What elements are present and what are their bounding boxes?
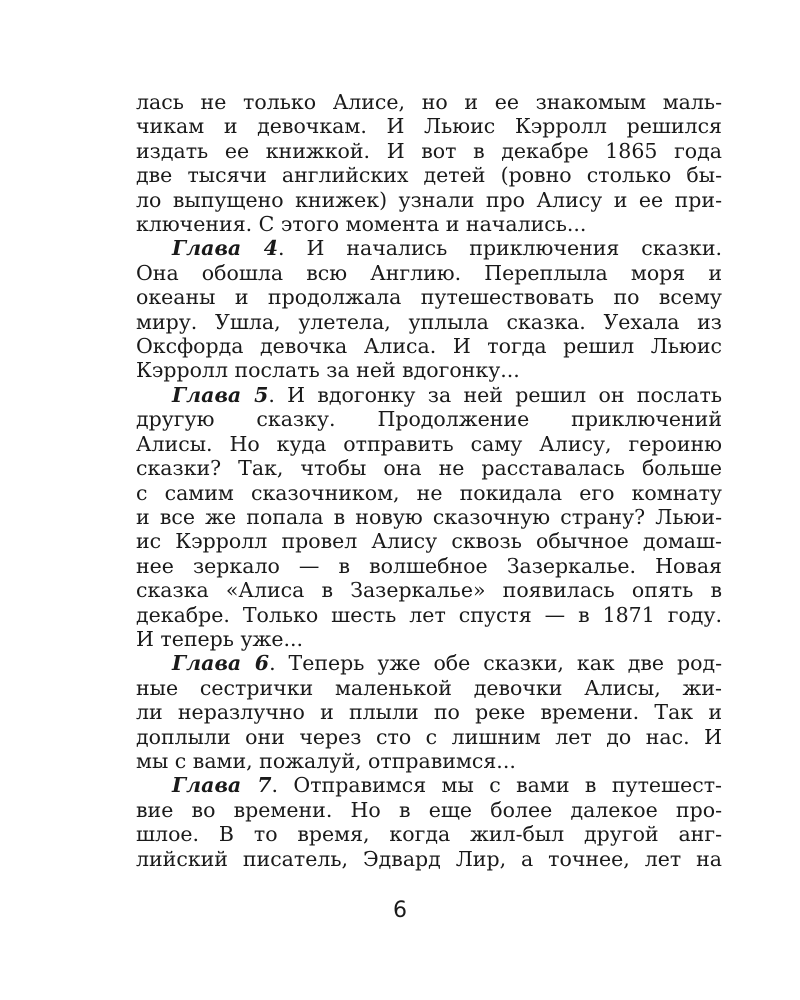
text-line: [136, 383, 722, 407]
text-line: Кэрролл послать за ней вдогонку...: [136, 358, 520, 383]
body-text: [136, 90, 722, 871]
text-line: и все же попала в новую сказочную страну? Льюи-: [136, 504, 722, 529]
text-line: Она обошла всю Англию. Переплыла моря и: [136, 260, 722, 285]
text-line: мы с вами, пожалуй, отправимся...: [136, 748, 516, 773]
text-line: вие во времени. Но в еще более далекое про-: [136, 797, 722, 822]
text-line: доплыли они через сто с лишним лет до нас. И: [136, 724, 722, 749]
paragraph: [136, 90, 722, 236]
text-line: ключения. С этого момента и начались...: [136, 212, 587, 237]
text-line: декабре. Только шесть лет спустя — в 1871 году.: [136, 602, 722, 627]
chapter-heading: Глава 6: [172, 651, 270, 676]
paragraph: [136, 651, 722, 773]
text-line: ли неразлучно и плыли по реке времени. Так и: [136, 700, 722, 725]
text-line: океаны и продолжала путешествовать по всему: [136, 285, 722, 310]
chapter-heading: Глава 4: [172, 236, 279, 261]
text-line: И теперь уже...: [136, 626, 304, 651]
line-text: . И вдогонку за ней решил он послать: [268, 382, 722, 407]
chapter-heading: Глава 7: [172, 773, 272, 798]
text-line: другую сказку. Продолжение приключений: [136, 407, 722, 432]
text-line: [136, 773, 722, 797]
line-text: . И начались приключения сказки.: [278, 236, 722, 261]
paragraph: [136, 773, 722, 871]
paragraph: [136, 383, 722, 651]
line-text: . Теперь уже обе сказки, как две род-: [269, 651, 722, 676]
text-line: лийский писатель, Эдвард Лир, а точнее, лет на: [136, 846, 722, 871]
text-line: с самим сказочником, не покидала его комнату: [136, 480, 722, 505]
text-line: [136, 651, 722, 675]
text-line: миру. Ушла, улетела, уплыла сказка. Уехала из: [136, 309, 722, 334]
text-line: нее зеркало — в волшебное Зазеркалье. Новая: [136, 553, 722, 578]
text-line: Алисы. Но куда отправить саму Алису, героиню: [136, 431, 722, 456]
text-line: лась не только Алисе, но и ее знакомым маль-: [136, 90, 722, 114]
text-line: издать ее книжкой. И вот в декабре 1865 года: [136, 138, 722, 163]
chapter-heading: Глава 5: [172, 382, 269, 407]
text-line: ные сестрички маленькой девочки Алисы, жи-: [136, 675, 722, 700]
page-number: 6: [393, 898, 407, 923]
text-line: [136, 236, 722, 260]
text-line: сказка «Алиса в Зазеркалье» появилась опять в: [136, 578, 722, 603]
text-line: шлое. В то время, когда жил-был другой анг-: [136, 822, 722, 847]
line-text: . Отправимся мы с вами в путешест-: [271, 773, 722, 798]
paragraph: [136, 236, 722, 382]
text-line: чикам и девочкам. И Льюис Кэрролл решился: [136, 114, 722, 139]
text-line: две тысячи английских детей (ровно столько бы-: [136, 163, 722, 188]
text-line: Оксфорда девочка Алиса. И тогда решил Льюис: [136, 334, 722, 359]
text-line: ис Кэрролл провел Алису сквозь обычное домаш-: [136, 529, 722, 554]
text-line: сказки? Так, чтобы она не расставалась больше: [136, 456, 722, 481]
text-line: ло выпущено книжек) узнали про Алису и ее при-: [136, 187, 722, 212]
